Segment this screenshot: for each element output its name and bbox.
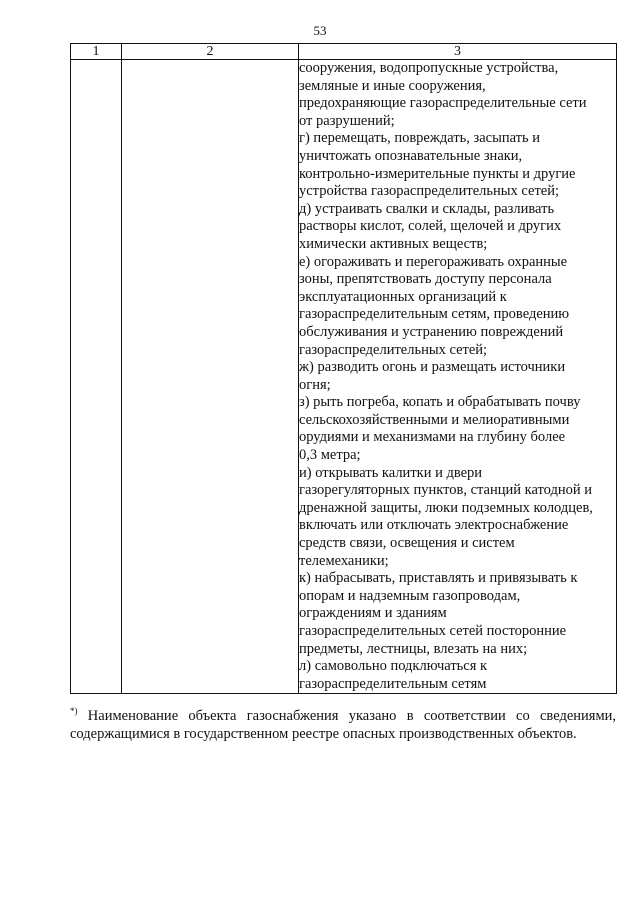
- footnote-text-1: Наименование объекта газоснабжения указано в соответствии со сведениями,: [87, 708, 617, 724]
- table-cell-col3: [299, 60, 617, 694]
- text-line: и) открывать калитки и двери: [299, 464, 483, 481]
- text-line: ж) разводить огонь и размещать источники: [299, 359, 566, 376]
- column-header-3: 3: [299, 44, 617, 60]
- page-number: 53: [313, 23, 327, 38]
- text-line: эксплуатационных организаций к: [299, 288, 507, 305]
- text-line: дренажной защиты, люки подземных колодцев,: [299, 499, 593, 516]
- text-line: газораспределительным сетям, проведению: [299, 306, 570, 323]
- text-line: огня;: [299, 376, 331, 393]
- footnote-marker: *): [70, 706, 78, 716]
- text-line: опорам и надземным газопроводам,: [299, 587, 521, 604]
- text-line: газораспределительных сетей посторонние: [299, 623, 567, 639]
- text-line: устройства газораспределительных сетей;: [299, 183, 560, 200]
- text-line: д) устраивать свалки и склады, разливать: [299, 200, 555, 217]
- text-line: средств связи, освещения и систем: [299, 535, 515, 552]
- text-line: земляные и иные сооружения,: [299, 77, 486, 94]
- footnote-line-1: [70, 707, 616, 725]
- text-line: от разрушений;: [299, 112, 395, 129]
- text-line: 0,3 метра;: [299, 447, 361, 464]
- text-line: включать или отключать электроснабжение: [299, 517, 569, 534]
- table-header-row: [71, 44, 617, 60]
- text-line: г) перемещать, повреждать, засыпать и: [299, 130, 541, 147]
- text-line: телемеханики;: [299, 552, 389, 569]
- text-line: ограждениям и зданиям: [299, 605, 447, 622]
- text-line: л) самовольно подключаться к: [299, 658, 488, 675]
- text-line: з) рыть погреба, копать и обрабатывать почву: [299, 394, 581, 411]
- table-cell-col1: [71, 60, 122, 694]
- text-line: зоны, препятствовать доступу персонала: [299, 271, 552, 288]
- text-line: орудиями и механизмами на глубину более: [299, 429, 566, 446]
- text-line: газораспределительных сетей;: [299, 341, 488, 358]
- table-cell-col2: [122, 60, 299, 694]
- footnote-line-2: содержащимися в государственном реестре опасных производственных объектов.: [70, 726, 577, 742]
- text-line: к) набрасывать, приставлять и привязывать к: [299, 570, 578, 587]
- text-line: растворы кислот, солей, щелочей и других: [299, 218, 562, 235]
- text-line: обслуживания и устранению повреждений: [299, 323, 564, 340]
- column-header-2: 2: [122, 44, 299, 60]
- prohibitions-list: [299, 60, 616, 693]
- content-table: [70, 43, 617, 694]
- text-line: сельскохозяйственными и мелиоративными: [299, 411, 570, 428]
- text-line: е) огораживать и перегораживать охранные: [299, 253, 568, 270]
- footnote: [70, 707, 616, 743]
- text-line: контрольно-измерительные пункты и другие: [299, 165, 576, 182]
- column-header-1: 1: [71, 44, 122, 60]
- text-line: предохраняющие газораспределительные сети: [299, 95, 587, 112]
- text-line: предметы, лестницы, влезать на них;: [299, 640, 528, 657]
- text-line: газорегуляторных пунктов, станций катодной и: [299, 482, 593, 499]
- text-line: химически активных веществ;: [299, 235, 488, 252]
- table-row: [71, 60, 617, 694]
- text-line: газораспределительным сетям: [299, 675, 487, 692]
- text-line: уничтожать опознавательные знаки,: [299, 147, 523, 164]
- text-line: сооружения, водопропускные устройства,: [299, 60, 559, 76]
